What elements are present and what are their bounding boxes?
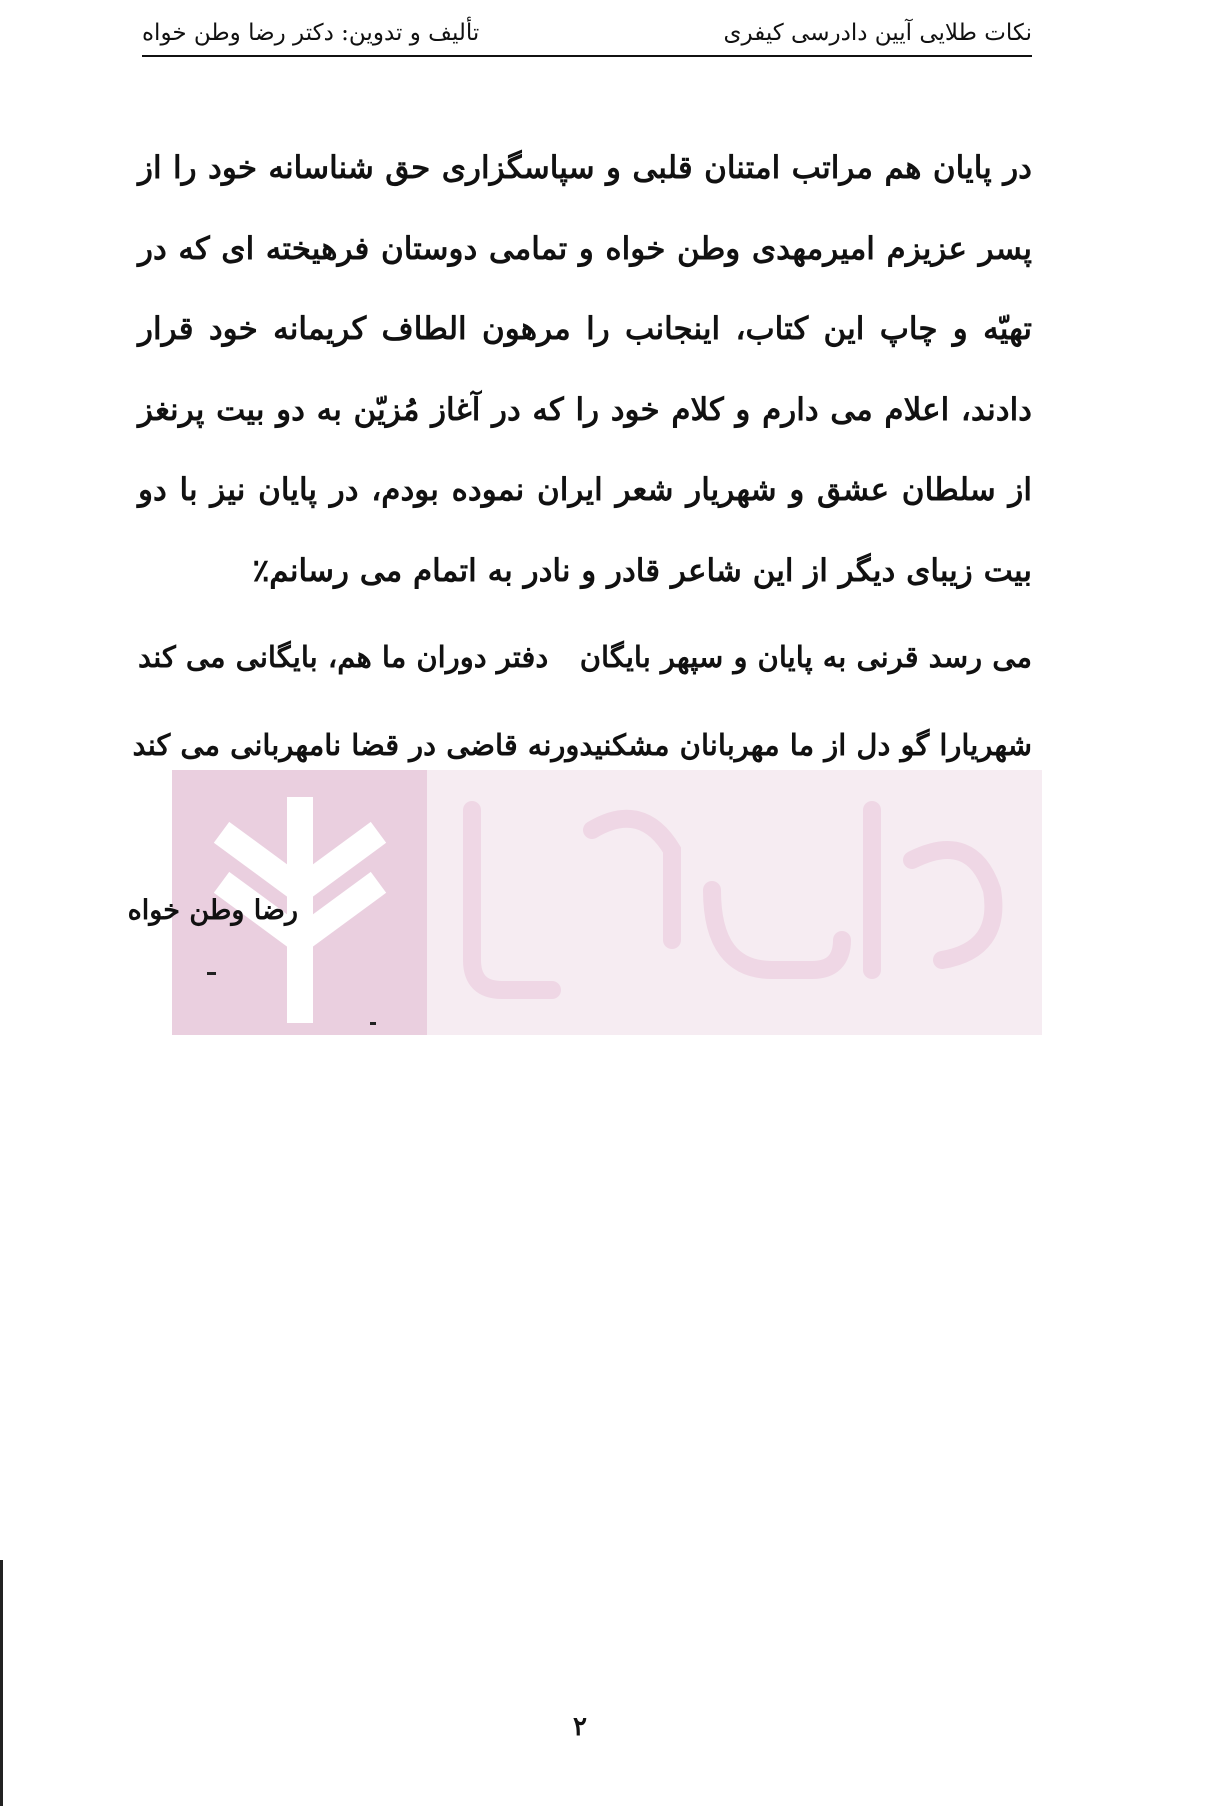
poem-verse-2	[132, 728, 1032, 768]
watermark-logo	[172, 770, 1042, 1035]
page-number: ۲	[573, 1712, 587, 1742]
verse-2-second-hemistich: ورنه قاضی در قضا نامهربانی می کند	[132, 728, 580, 762]
header-book-title: نکات طلایی آیین دادرسی کیفری	[723, 20, 1032, 46]
header-rule	[142, 55, 1032, 57]
poem-verse-1	[138, 640, 1032, 680]
running-header	[142, 14, 1032, 52]
author-signature: رضا وطن خواه	[127, 895, 298, 926]
header-author: تألیف و تدوین: دکتر رضا وطن خواه	[142, 20, 480, 46]
verse-1-first-hemistich: می رسد قرنی به پایان و سپهر بایگان	[579, 640, 1032, 674]
tree-logo-icon	[172, 770, 1042, 1035]
verse-2-first-hemistich: شهریارا گو دل از ما مهربانان مشکنید	[579, 728, 1032, 762]
verse-1-second-hemistich: دفتر دوران ما هم، بایگانی می کند	[138, 640, 549, 674]
scan-edge	[0, 1560, 3, 1806]
ink-speck	[207, 972, 216, 975]
ink-speck	[370, 1022, 376, 1025]
closing-paragraph: در پایان هم مراتب امتنان قلبی و سپاسگزاری حق شناسانه خود را از پسر عزیزم امیرمهدی وطن خواه و تمامی دوستان فرهیخته ای که در تهیّه و چاپ این کتاب، اینجانب را مرهون الطاف کریمانه خود قرار دادند، اعلام می دارم و کلام خود را که در آغاز مُزیّن به دو بیت پرنغز از سلطان عشق و شهریار شعر ایران نموده بودم، در پایان نیز با دو بیت زیبای دیگر از این شاعر قادر و نادر به اتمام می رسانم٪	[138, 150, 1032, 589]
